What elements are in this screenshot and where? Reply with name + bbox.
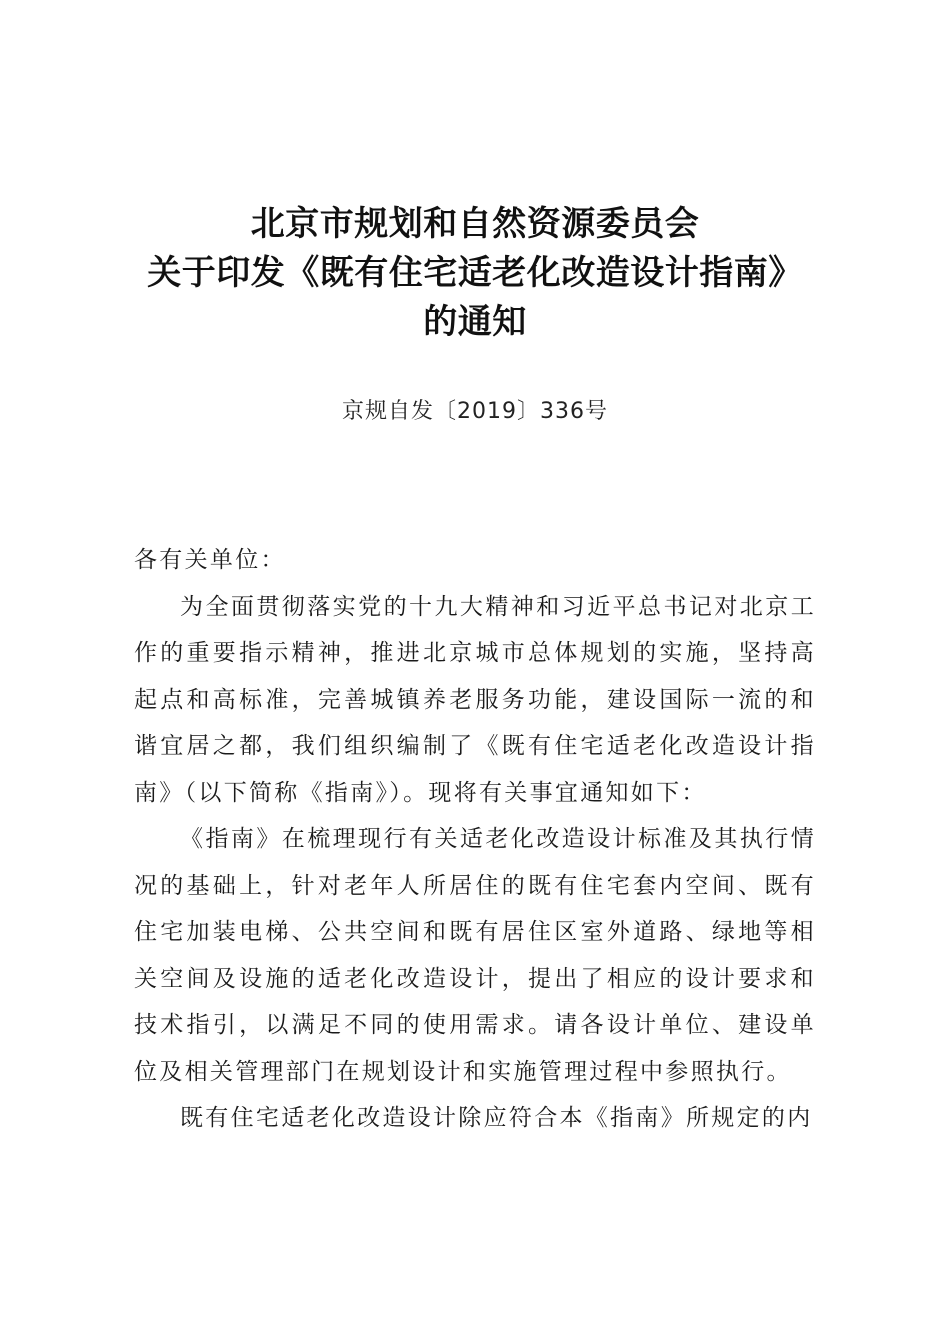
notice-body (134, 537, 816, 1142)
paragraph-2: 《指南》在梳理现行有关适老化改造设计标准及其执行情况的基础上，针对老年人所居住的既有住宅套内空间、既有住宅加装电梯、公共空间和既有居住区室外道路、绿地等相关空间及设施的适老化改造设计，提出了相应的设计要求和技术指引，以满足不同的使用需求。请各设计单位、建设单位及相关管理部门在规划设计和实施管理过程中参照执行。 (134, 826, 816, 1085)
title-line-1: 北京市规划和自然资源委员会 (250, 204, 700, 244)
salutation: 各有关单位： (134, 547, 286, 573)
document-number: 京规自发〔2019〕336号 (342, 399, 608, 424)
paragraph-3: 既有住宅适老化改造设计除应符合本《指南》所规定的内 (180, 1105, 813, 1131)
title-line-2: 关于印发《既有住宅适老化改造设计指南》 (147, 253, 803, 293)
title-line-3: 的通知 (423, 302, 527, 342)
notice-title (0, 200, 950, 347)
paragraph-1: 为全面贯彻落实党的十九大精神和习近平总书记对北京工作的重要指示精神，推进北京城市总体规划的实施，坚持高起点和高标准，完善城镇养老服务功能，建设国际一流的和谐宜居之都，我们组织编制了《既有住宅适老化改造设计指南》（以下简称《指南》）。现将有关事宜通知如下： (134, 593, 816, 806)
